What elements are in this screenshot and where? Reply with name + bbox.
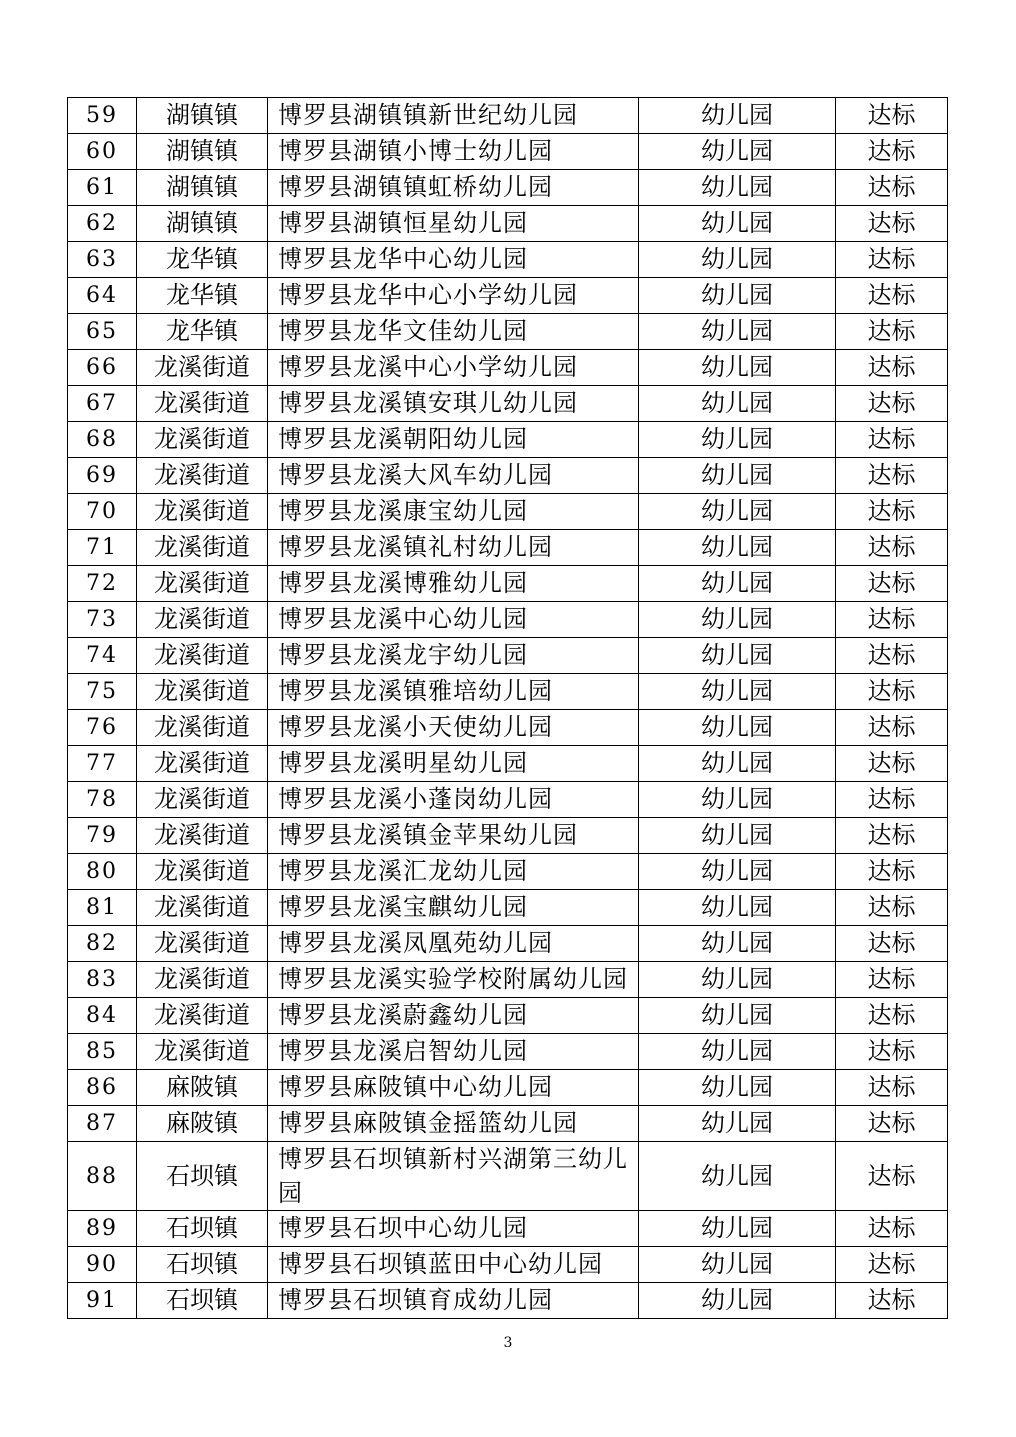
- table-row: [68, 1247, 948, 1283]
- row-number-cell: 71: [68, 530, 137, 566]
- school-name-cell: 博罗县湖镇恒星幼儿园: [268, 206, 639, 242]
- row-number-cell: 81: [68, 890, 137, 926]
- row-number-cell: 82: [68, 926, 137, 962]
- town-cell: 麻陂镇: [137, 1106, 268, 1142]
- table-row: [68, 1283, 948, 1319]
- town-cell: 龙溪街道: [137, 746, 268, 782]
- school-type-cell: 幼儿园: [639, 170, 836, 206]
- school-type-cell: 幼儿园: [639, 134, 836, 170]
- result-cell: 达标: [836, 674, 948, 710]
- town-cell: 龙溪街道: [137, 422, 268, 458]
- school-name-cell: 博罗县龙溪大风车幼儿园: [268, 458, 639, 494]
- result-cell: 达标: [836, 1070, 948, 1106]
- result-cell: 达标: [836, 962, 948, 998]
- table-row: [68, 386, 948, 422]
- town-cell: 麻陂镇: [137, 1070, 268, 1106]
- row-number-cell: 72: [68, 566, 137, 602]
- school-name-cell: 博罗县石坝镇蓝田中心幼儿园: [268, 1247, 639, 1283]
- town-cell: 石坝镇: [137, 1211, 268, 1247]
- result-cell: 达标: [836, 782, 948, 818]
- school-name-cell: 博罗县龙溪明星幼儿园: [268, 746, 639, 782]
- school-type-cell: 幼儿园: [639, 1211, 836, 1247]
- school-name-cell: 博罗县龙溪启智幼儿园: [268, 1034, 639, 1070]
- town-cell: 石坝镇: [137, 1283, 268, 1319]
- town-cell: 龙华镇: [137, 242, 268, 278]
- school-name-cell: 博罗县龙溪朝阳幼儿园: [268, 422, 639, 458]
- result-cell: 达标: [836, 998, 948, 1034]
- table-row: [68, 1106, 948, 1142]
- row-number-cell: 61: [68, 170, 137, 206]
- result-cell: 达标: [836, 566, 948, 602]
- table-row: [68, 458, 948, 494]
- row-number-cell: 79: [68, 818, 137, 854]
- result-cell: 达标: [836, 1142, 948, 1211]
- table-row: [68, 746, 948, 782]
- school-name-cell: 博罗县湖镇小博士幼儿园: [268, 134, 639, 170]
- table-row: [68, 134, 948, 170]
- school-type-cell: 幼儿园: [639, 242, 836, 278]
- result-cell: 达标: [836, 926, 948, 962]
- result-cell: 达标: [836, 242, 948, 278]
- table-row: [68, 782, 948, 818]
- town-cell: 石坝镇: [137, 1247, 268, 1283]
- town-cell: 龙溪街道: [137, 854, 268, 890]
- school-name-cell: 博罗县龙溪实验学校附属幼儿园: [268, 962, 639, 998]
- town-cell: 龙溪街道: [137, 566, 268, 602]
- table-row: [68, 566, 948, 602]
- town-cell: 龙溪街道: [137, 998, 268, 1034]
- school-name-cell: 博罗县石坝镇新村兴湖第三幼儿园: [268, 1142, 639, 1211]
- school-name-cell: 博罗县湖镇镇新世纪幼儿园: [268, 98, 639, 134]
- table-row: [68, 278, 948, 314]
- town-cell: 龙溪街道: [137, 818, 268, 854]
- result-cell: 达标: [836, 1247, 948, 1283]
- result-cell: 达标: [836, 134, 948, 170]
- school-type-cell: 幼儿园: [639, 422, 836, 458]
- school-type-cell: 幼儿园: [639, 1034, 836, 1070]
- table-row: [68, 998, 948, 1034]
- town-cell: 龙溪街道: [137, 962, 268, 998]
- school-name-cell: 博罗县湖镇镇虹桥幼儿园: [268, 170, 639, 206]
- result-cell: 达标: [836, 746, 948, 782]
- row-number-cell: 69: [68, 458, 137, 494]
- school-name-cell: 博罗县龙溪镇雅培幼儿园: [268, 674, 639, 710]
- school-type-cell: 幼儿园: [639, 350, 836, 386]
- row-number-cell: 63: [68, 242, 137, 278]
- table-row: [68, 602, 948, 638]
- school-type-cell: 幼儿园: [639, 494, 836, 530]
- school-name-cell: 博罗县龙华文佳幼儿园: [268, 314, 639, 350]
- school-type-cell: 幼儿园: [639, 1283, 836, 1319]
- row-number-cell: 77: [68, 746, 137, 782]
- school-name-cell: 博罗县龙溪康宝幼儿园: [268, 494, 639, 530]
- school-type-cell: 幼儿园: [639, 206, 836, 242]
- result-cell: 达标: [836, 458, 948, 494]
- row-number-cell: 67: [68, 386, 137, 422]
- row-number-cell: 65: [68, 314, 137, 350]
- school-type-cell: 幼儿园: [639, 962, 836, 998]
- table-row: [68, 206, 948, 242]
- row-number-cell: 75: [68, 674, 137, 710]
- town-cell: 石坝镇: [137, 1142, 268, 1211]
- table-row: [68, 314, 948, 350]
- school-type-cell: 幼儿园: [639, 314, 836, 350]
- result-cell: 达标: [836, 602, 948, 638]
- school-type-cell: 幼儿园: [639, 1142, 836, 1211]
- town-cell: 龙华镇: [137, 314, 268, 350]
- school-type-cell: 幼儿园: [639, 674, 836, 710]
- school-type-cell: 幼儿园: [639, 818, 836, 854]
- table-row: [68, 350, 948, 386]
- town-cell: 龙溪街道: [137, 782, 268, 818]
- row-number-cell: 68: [68, 422, 137, 458]
- school-name-cell: 博罗县龙溪镇礼村幼儿园: [268, 530, 639, 566]
- school-type-cell: 幼儿园: [639, 98, 836, 134]
- school-type-cell: 幼儿园: [639, 458, 836, 494]
- row-number-cell: 64: [68, 278, 137, 314]
- row-number-cell: 59: [68, 98, 137, 134]
- table-row: [68, 98, 948, 134]
- school-name-cell: 博罗县龙溪博雅幼儿园: [268, 566, 639, 602]
- school-name-cell: 博罗县麻陂镇中心幼儿园: [268, 1070, 639, 1106]
- town-cell: 湖镇镇: [137, 206, 268, 242]
- town-cell: 龙溪街道: [137, 530, 268, 566]
- result-cell: 达标: [836, 638, 948, 674]
- table-row: [68, 494, 948, 530]
- result-cell: 达标: [836, 1211, 948, 1247]
- table-row: [68, 422, 948, 458]
- page-number: 3: [503, 1335, 513, 1351]
- school-name-cell: 博罗县麻陂镇金摇篮幼儿园: [268, 1106, 639, 1142]
- result-cell: 达标: [836, 422, 948, 458]
- row-number-cell: 89: [68, 1211, 137, 1247]
- row-number-cell: 80: [68, 854, 137, 890]
- result-cell: 达标: [836, 1283, 948, 1319]
- school-type-cell: 幼儿园: [639, 638, 836, 674]
- schools-table: [67, 97, 948, 1319]
- table-row: [68, 1034, 948, 1070]
- result-cell: 达标: [836, 170, 948, 206]
- school-type-cell: 幼儿园: [639, 530, 836, 566]
- school-type-cell: 幼儿园: [639, 746, 836, 782]
- result-cell: 达标: [836, 1106, 948, 1142]
- school-name-cell: 博罗县龙溪小天使幼儿园: [268, 710, 639, 746]
- school-name-cell: 博罗县龙溪中心小学幼儿园: [268, 350, 639, 386]
- school-type-cell: 幼儿园: [639, 890, 836, 926]
- school-name-cell: 博罗县龙溪小蓬岗幼儿园: [268, 782, 639, 818]
- table-row: [68, 638, 948, 674]
- row-number-cell: 76: [68, 710, 137, 746]
- row-number-cell: 74: [68, 638, 137, 674]
- table-row: [68, 1070, 948, 1106]
- result-cell: 达标: [836, 278, 948, 314]
- school-type-cell: 幼儿园: [639, 278, 836, 314]
- town-cell: 龙溪街道: [137, 1034, 268, 1070]
- school-name-cell: 博罗县石坝中心幼儿园: [268, 1211, 639, 1247]
- school-type-cell: 幼儿园: [639, 386, 836, 422]
- school-type-cell: 幼儿园: [639, 1070, 836, 1106]
- row-number-cell: 62: [68, 206, 137, 242]
- town-cell: 龙溪街道: [137, 602, 268, 638]
- result-cell: 达标: [836, 386, 948, 422]
- school-name-cell: 博罗县龙溪宝麒幼儿园: [268, 890, 639, 926]
- table-row: [68, 710, 948, 746]
- row-number-cell: 83: [68, 962, 137, 998]
- school-type-cell: 幼儿园: [639, 926, 836, 962]
- result-cell: 达标: [836, 98, 948, 134]
- result-cell: 达标: [836, 1034, 948, 1070]
- school-type-cell: 幼儿园: [639, 1106, 836, 1142]
- result-cell: 达标: [836, 854, 948, 890]
- town-cell: 龙溪街道: [137, 386, 268, 422]
- town-cell: 龙溪街道: [137, 926, 268, 962]
- table-row: [68, 1211, 948, 1247]
- town-cell: 龙溪街道: [137, 890, 268, 926]
- row-number-cell: 90: [68, 1247, 137, 1283]
- table-row: [68, 926, 948, 962]
- table-row: [68, 1142, 948, 1211]
- school-name-cell: 博罗县龙华中心幼儿园: [268, 242, 639, 278]
- school-type-cell: 幼儿园: [639, 998, 836, 1034]
- table-row: [68, 818, 948, 854]
- town-cell: 龙华镇: [137, 278, 268, 314]
- row-number-cell: 85: [68, 1034, 137, 1070]
- table-row: [68, 170, 948, 206]
- row-number-cell: 73: [68, 602, 137, 638]
- school-name-cell: 博罗县龙溪汇龙幼儿园: [268, 854, 639, 890]
- table-row: [68, 962, 948, 998]
- town-cell: 龙溪街道: [137, 710, 268, 746]
- result-cell: 达标: [836, 530, 948, 566]
- school-name-cell: 博罗县龙溪镇安琪儿幼儿园: [268, 386, 639, 422]
- school-type-cell: 幼儿园: [639, 854, 836, 890]
- school-name-cell: 博罗县龙溪镇金苹果幼儿园: [268, 818, 639, 854]
- town-cell: 湖镇镇: [137, 98, 268, 134]
- town-cell: 龙溪街道: [137, 638, 268, 674]
- row-number-cell: 86: [68, 1070, 137, 1106]
- school-name-cell: 博罗县龙溪蔚鑫幼儿园: [268, 998, 639, 1034]
- result-cell: 达标: [836, 350, 948, 386]
- school-type-cell: 幼儿园: [639, 1247, 836, 1283]
- school-name-cell: 博罗县龙华中心小学幼儿园: [268, 278, 639, 314]
- school-type-cell: 幼儿园: [639, 710, 836, 746]
- school-name-cell: 博罗县龙溪龙宇幼儿园: [268, 638, 639, 674]
- result-cell: 达标: [836, 710, 948, 746]
- result-cell: 达标: [836, 494, 948, 530]
- row-number-cell: 84: [68, 998, 137, 1034]
- town-cell: 龙溪街道: [137, 674, 268, 710]
- row-number-cell: 60: [68, 134, 137, 170]
- town-cell: 湖镇镇: [137, 170, 268, 206]
- school-type-cell: 幼儿园: [639, 602, 836, 638]
- result-cell: 达标: [836, 314, 948, 350]
- table-row: [68, 854, 948, 890]
- table-row: [68, 890, 948, 926]
- result-cell: 达标: [836, 206, 948, 242]
- school-type-cell: 幼儿园: [639, 566, 836, 602]
- row-number-cell: 87: [68, 1106, 137, 1142]
- schools-table-body: [68, 98, 948, 1319]
- school-name-cell: 博罗县龙溪凤凰苑幼儿园: [268, 926, 639, 962]
- school-name-cell: 博罗县石坝镇育成幼儿园: [268, 1283, 639, 1319]
- row-number-cell: 66: [68, 350, 137, 386]
- school-type-cell: 幼儿园: [639, 782, 836, 818]
- school-name-cell: 博罗县龙溪中心幼儿园: [268, 602, 639, 638]
- row-number-cell: 91: [68, 1283, 137, 1319]
- row-number-cell: 88: [68, 1142, 137, 1211]
- row-number-cell: 78: [68, 782, 137, 818]
- table-row: [68, 530, 948, 566]
- town-cell: 湖镇镇: [137, 134, 268, 170]
- town-cell: 龙溪街道: [137, 458, 268, 494]
- town-cell: 龙溪街道: [137, 494, 268, 530]
- table-row: [68, 242, 948, 278]
- result-cell: 达标: [836, 890, 948, 926]
- town-cell: 龙溪街道: [137, 350, 268, 386]
- table-row: [68, 674, 948, 710]
- row-number-cell: 70: [68, 494, 137, 530]
- result-cell: 达标: [836, 818, 948, 854]
